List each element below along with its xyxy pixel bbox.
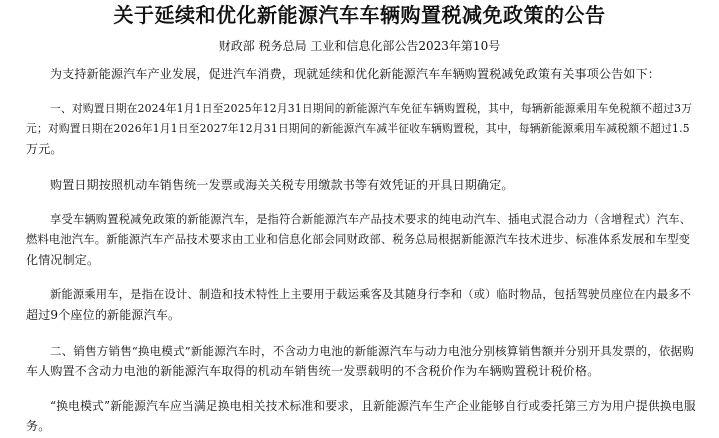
text-line: 为支持新能源汽车产业发展，促进汽车消费，现就延续和优化新能源汽车车辆购置税减免政策有关事项公告如下：: [50, 67, 661, 81]
paragraph-battery-swap: [26, 396, 698, 436]
paragraph-passenger-car-definition: [26, 285, 698, 325]
document-title: 关于延续和优化新能源汽车车辆购置税减免政策的公告: [113, 3, 606, 27]
paragraph-purchase-date: [26, 175, 698, 195]
text-line: 化情况制定。: [26, 253, 100, 267]
text-line: 新能源乘用车，是指在设计、制造和技术特性上主要用于载运乘客及其随身行李和（或）临时物品，包括驾驶员座位在内最多不: [50, 288, 692, 301]
text-line: 元；对购置日期在2026年1月1日至2027年12月31日期间的新能源汽车减半征收车辆购置税，其中，每辆新能源乘用车减税额不超过1.5: [26, 122, 690, 135]
text-line: 燃料电池汽车。新能源汽车产品技术要求由工业和信息化部会同财政部、税务总局根据新能源汽车技术进步、标准体系发展和车型变: [26, 233, 691, 246]
paragraph-article-1: [26, 99, 698, 159]
text-line: 购置日期按照机动车销售统一发票或海关关税专用缴款书等有效凭证的开具日期确定。: [50, 178, 514, 192]
document-subtitle: 财政部 税务总局 工业和信息化部公告2023年第10号: [218, 39, 501, 53]
text-line: 务。: [26, 419, 51, 433]
text-line: “换电模式”新能源汽车应当满足换电相关技术标准和要求，且新能源汽车生产企业能够自行或委托第三方为用户提供换电服: [50, 399, 696, 413]
text-line: 二、销售方销售“换电模式”新能源汽车时，不含动力电池的新能源汽车与动力电池分别核算销售额并分别开具发票的，依据购: [50, 344, 694, 358]
text-line: 超过9个座位的新能源汽车。: [26, 308, 181, 322]
text-line: 一、对购置日期在2024年1月1日至2025年12月31日期间的新能源汽车免征车辆购置税，其中，每辆新能源乘用车免税额不超过3万: [50, 102, 693, 115]
paragraph-intro: [26, 64, 698, 84]
paragraph-vehicle-definition: [26, 210, 698, 270]
text-line: 万元。: [26, 142, 63, 156]
text-line: 享受车辆购置税减免政策的新能源汽车，是指符合新能源汽车产品技术要求的纯电动汽车、插电式混合动力（含增程式）汽车、: [50, 213, 692, 226]
text-line: 车人购置不含动力电池的新能源汽车取得的机动车销售统一发票载明的不含税价作为车辆购置税计税价格。: [26, 364, 600, 378]
paragraph-article-2: [26, 341, 698, 381]
